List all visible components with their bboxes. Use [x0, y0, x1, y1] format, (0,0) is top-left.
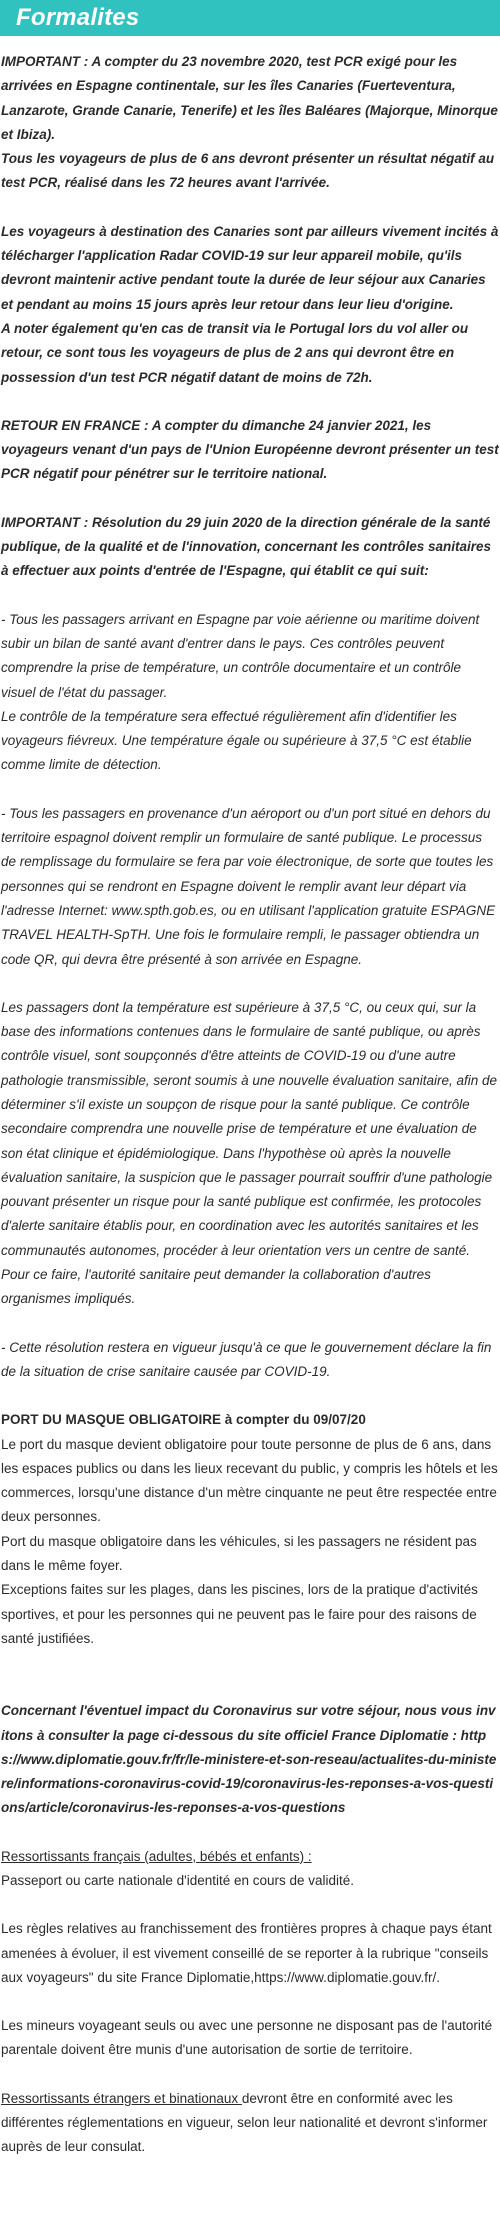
resolution-validity-paragraph: - Cette résolution restera en vigueur jusqu'à ce que le gouvernement déclare la fin de la situation de crise sanitaire causée par COVID-19.: [1, 1339, 492, 1379]
spacer: [1, 2063, 499, 2087]
minors-paragraph: Les mineurs voyageant seuls ou avec une personne ne disposant pas de l'autorité parentale doivent être munis d'une autorisation de sortie de territoire.: [1, 2018, 493, 2058]
border-rules-paragraph: Les règles relatives au franchissement des frontières propres à chaque pays étant amenées à évoluer, il est vivement conseillé de se reporter à la rubrique "conseils aux voyageurs" du site France Diplomatie,https://www.diplomatie.gouv.fr/.: [1, 1921, 492, 1985]
spacer: [1, 1821, 499, 1845]
pcr-requirement-paragraph: IMPORTANT : A compter du 23 novembre 2020, test PCR exigé pour les arrivées en Espagne continentale, sur les îles Canaries (Fuerteventura, Lanzarote, Grande Canarie, Tenerife) et les îles Baléares (Majorque, Minorque et Ibiza). Tous les voyageurs de plus de 6 ans devront présenter un résultat négatif au test PCR, réalisé dans les 72 heures avant l'arrivée.: [1, 54, 498, 191]
spacer: [1, 1384, 499, 1408]
foreign-nationals-heading: Ressortissants étrangers et binationaux: [1, 2090, 242, 2106]
coronavirus-impact-paragraph: Concernant l'éventuel impact du Coronavirus sur votre séjour, nous vous invitons à consulter la page ci-dessous du site officiel France Diplomatie : https://www.diplomatie.gouv.fr/fr/le-ministere-et-son-reseau/actualites-du-ministere/informations-coronavirus-covid-19/coronavirus-les-reponses-a-vos-questions/article/coronavirus-les-reponses-a-vos-questions: [1, 1703, 497, 1816]
health-check-paragraph: - Tous les passagers arrivant en Espagne par voie aérienne ou maritime doivent subir un bilan de santé avant d'entrer dans le pays. Ces contrôles peuvent comprendre la prise de température, un contrôle documentaire et un contrôle visuel de l'état du passager. Le contrôle de la température sera effectué régulièrement afin d'identifier les voyageurs fiévreux. Une température égale ou supérieure à 37,5 °C est établie comme limite de détection.: [1, 611, 480, 773]
spacer: [1, 487, 499, 511]
formalites-content: [0, 36, 500, 2160]
spacer: [1, 1312, 499, 1336]
mask-title: PORT DU MASQUE OBLIGATOIRE à compter du 09/07/20: [1, 1412, 366, 1428]
spacer: [1, 778, 499, 802]
return-france-paragraph: RETOUR EN FRANCE : A compter du dimanche 24 janvier 2021, les voyageurs venant d'un pays de l'Union Européenne devront présenter un test PCR négatif pour pénétrer sur le territoire national.: [1, 417, 499, 482]
spacer: [1, 390, 499, 414]
canaries-radar-paragraph: Les voyageurs à destination des Canaries sont par ailleurs vivement incités à télécharger l'application Radar COVID-19 sur leur appareil mobile, qu'ils devront maintenir active pendant toute la durée de leur séjour aux Canaries et pendant au moins 15 jours après leur retour dans leur lieu d'origine. A noter également qu'en cas de transit via le Portugal lors du vol aller ou retour, ce sont tous les voyageurs de plus de 2 ans qui devront être en possession d'un test PCR négatif datant de moins de 72h.: [1, 223, 499, 385]
resolution-paragraph: IMPORTANT : Résolution du 29 juin 2020 de la direction générale de la santé publique, de la qualité et de l'innovation, concernant les contrôles sanitaires à effectuer aux points d'entrée de l'Espagne, qui établit ce qui suit:: [1, 514, 492, 579]
health-form-paragraph: - Tous les passagers en provenance d'un aéroport ou d'un port situé en dehors du territoire espagnol doivent remplir un formulaire de santé publique. Le processus de remplissage du formulaire se fera par voie électronique, de sorte que toutes les personnes qui se rendront en Espagne doivent le remplir avant leur départ via l'adresse Internet: www.spth.gob.es, ou en utilisant l'application gratuite ESPAGNE TRAVEL HEALTH-SpTH. Une fois le formulaire rempli, le passager obtiendra un code QR, qui devra être présenté à son arrivée en Espagne.: [1, 805, 496, 967]
spacer: [1, 196, 499, 220]
spacer: [1, 1651, 499, 1699]
section-header: [0, 0, 500, 36]
spacer: [1, 584, 499, 608]
temperature-evaluation-paragraph: Les passagers dont la température est supérieure à 37,5 °C, ou ceux qui, sur la base des informations contenues dans le formulaire de santé publique, ou après contrôle visuel, sont soupçonnés d'être atteints de COVID-19 ou d'une autre pathologie transmissible, seront soumis à une nouvelle évaluation sanitaire, afin de déterminer s'il existe un soupçon de risque pour la santé publique. Ce contrôle secondaire comprendra une nouvelle prise de température et une évaluation de son état clinique et épidémiologique. Dans l'hypothèse où après la nouvelle évaluation sanitaire, la suspicion que le passager pourrait souffrir d'une pathologie pouvant présenter un risque pour la santé publique est confirmée, les protocoles d'alerte sanitaire établis pour, en coordination avec les autorités sanitaires et les communautés autonomes, procéder à leur orientation vers un centre de santé. Pour ce faire, l'autorité sanitaire peut demander la collaboration d'autres organismes impliqués.: [1, 999, 498, 1307]
mask-body: Le port du masque devient obligatoire pour toute personne de plus de 6 ans, dans les espaces publics ou dans les lieux recevant du public, y compris les hôtels et les commerces, lorsqu'une distance d'un mètre cinquante ne peut être respectée entre deux personnes. Port du masque obligatoire dans les véhicules, si les passagers ne résident pas dans le même foyer. Exceptions faites sur les plages, dans les piscines, lors de la pratique d'activités sportives, et pour les personnes qui ne peuvent pas le faire pour des raisons de santé justifiées.: [1, 1436, 498, 1646]
foreign-nationals-body: devront être en conformité avec les différentes réglementations en vigueur, selon leur nationalité et devront s'informer auprès de leur consulat.: [1, 2090, 488, 2155]
french-nationals-heading: Ressortissants français (adultes, bébés et enfants) :: [1, 1848, 312, 1864]
spacer: [1, 972, 499, 996]
section-title: Formalites: [16, 4, 140, 31]
french-nationals-body: Passeport ou carte nationale d'identité en cours de validité.: [1, 1873, 355, 1888]
foreign-nationals-paragraph: [1, 2087, 499, 2160]
spacer: [1, 1990, 499, 2014]
spacer: [1, 1893, 499, 1917]
